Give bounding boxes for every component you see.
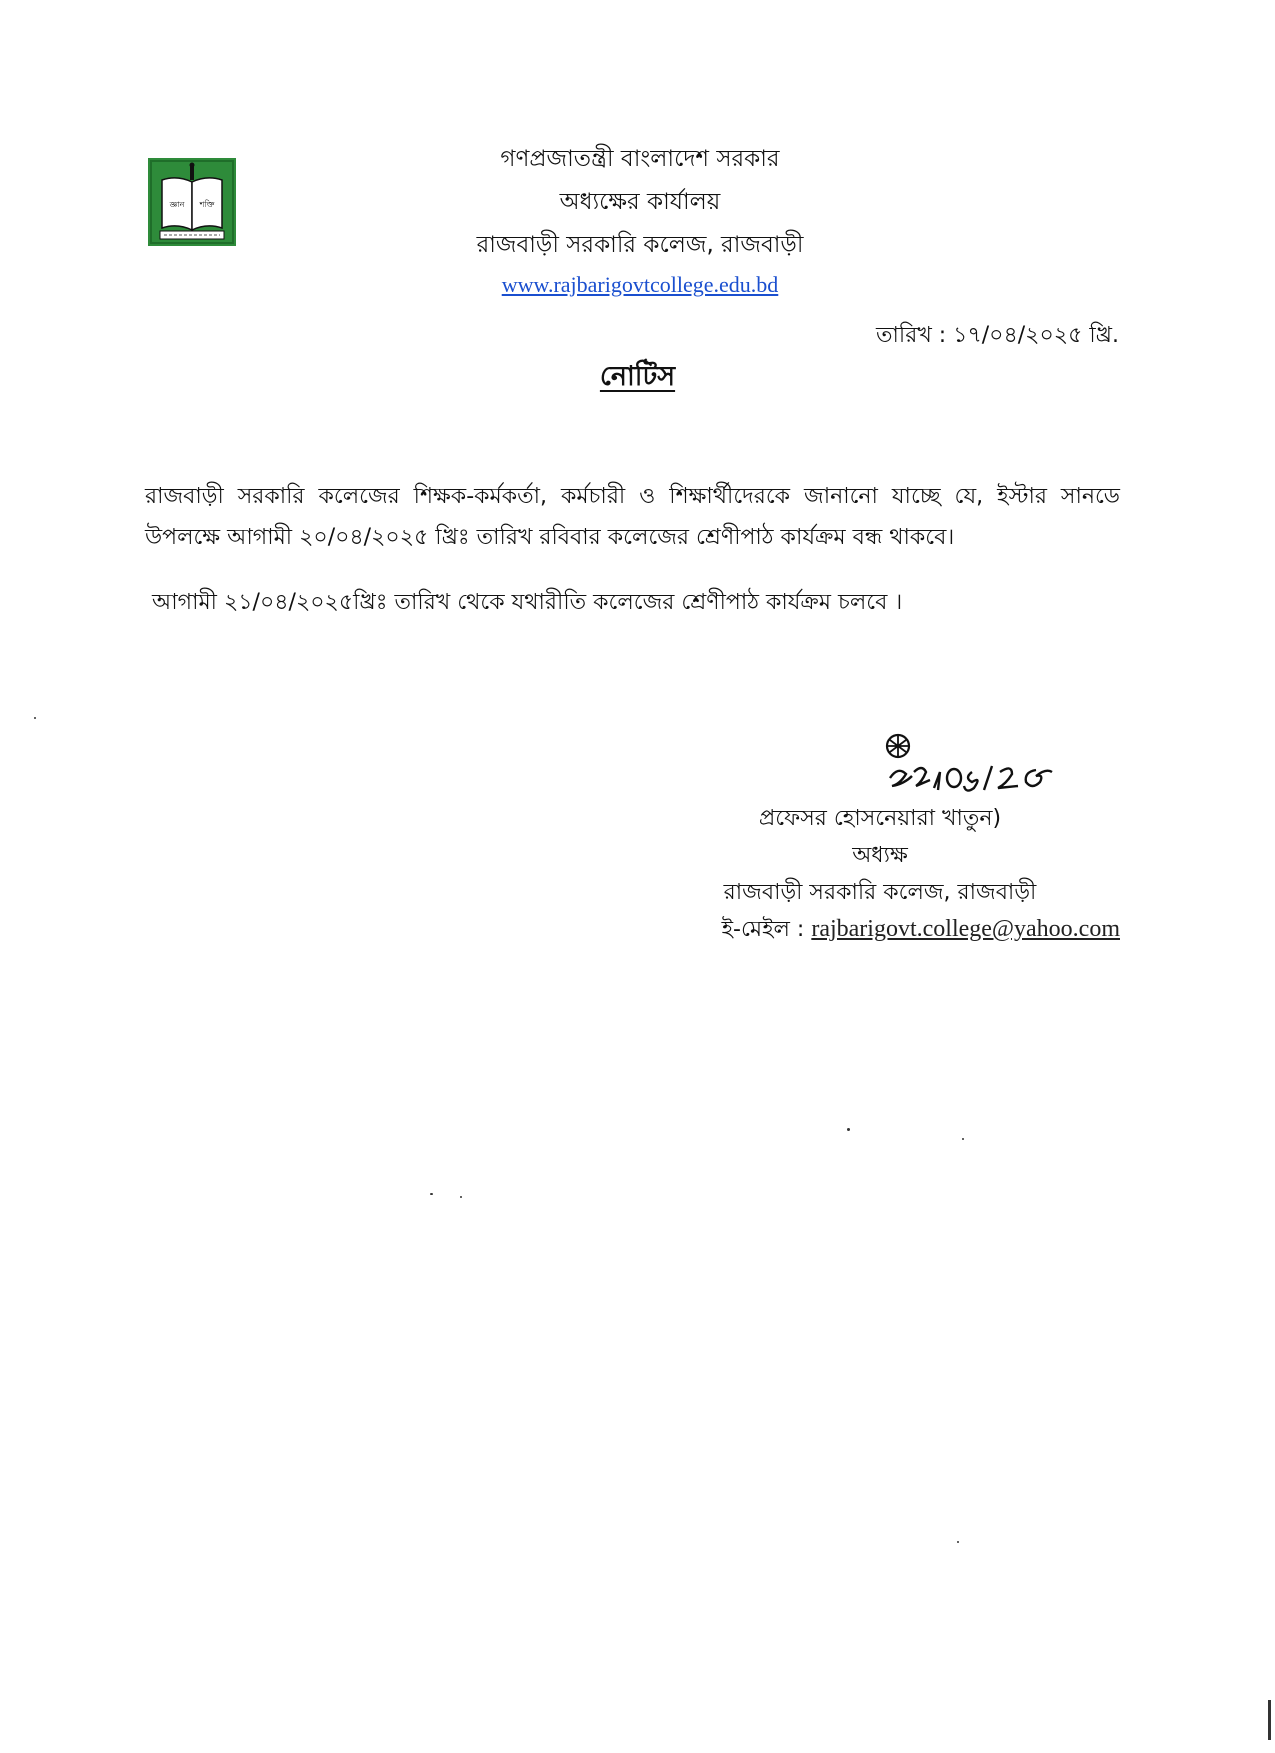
email-link[interactable]: rajbarigovt.college@yahoo.com	[811, 916, 1120, 942]
website-link[interactable]: www.rajbarigovtcollege.edu.bd	[501, 272, 779, 297]
scan-speck	[847, 1128, 850, 1131]
logo-text-left: জ্ঞান	[169, 200, 185, 209]
signatory-block	[660, 800, 1100, 911]
signatory-institution: রাজবাড়ী সরকারি কলেজ, রাজবাড়ী	[723, 880, 1037, 905]
date-label: তারিখ :	[876, 323, 947, 348]
date-value: ১৭/০৪/২০২৫ খ্রি.	[953, 323, 1119, 348]
logo-text-right: শক্তি	[199, 200, 215, 209]
college-logo	[148, 158, 236, 246]
candle-icon	[190, 166, 194, 180]
email-line	[722, 912, 1120, 949]
notice-title	[0, 356, 1275, 401]
notice-paragraph-1: রাজবাড়ী সরকারি কলেজের শিক্ষক-কর্মকর্তা, কর্মচারী ও শিক্ষার্থীদেরকে জানানো যাচ্ছে যে, ইস্টার সানডে উপলক্ষে আগামী ২০/০৪/২০২৫ খ্রিঃ তারিখ রবিবার কলেজের শ্রেণীপাঠ কার্যক্রম বন্ধ থাকবে।	[145, 484, 1120, 550]
letterhead	[390, 138, 890, 303]
scan-edge-mark	[1268, 1700, 1271, 1740]
scan-speck	[430, 1193, 433, 1195]
notice-date	[876, 318, 1119, 355]
government-name: গণপ্রজাতন্ত্রী বাংলাদেশ সরকার	[500, 146, 780, 172]
office-name: অধ্যক্ষের কার্যালয়	[559, 189, 721, 215]
signatory-name: প্রফেসর হোসনেয়ারা খাতুন)	[758, 806, 1002, 831]
scan-speck	[460, 1196, 462, 1198]
notice-title-text: নোটিস	[599, 361, 676, 392]
scan-speck	[962, 1138, 964, 1140]
handwritten-signature	[860, 728, 1090, 810]
scan-speck	[34, 717, 36, 719]
signatory-designation: অধ্যক্ষ	[852, 843, 908, 868]
email-label: ই-মেইল :	[721, 917, 805, 942]
notice-paragraph-2: আগামী ২১/০৪/২০২৫খ্রিঃ তারিখ থেকে যথারীতি কলেজের শ্রেণীপাঠ কার্যক্রম চলবে ।	[152, 590, 903, 615]
scan-speck	[957, 1541, 959, 1543]
college-name: রাজবাড়ী সরকারি কলেজ, রাজবাড়ী	[476, 232, 804, 258]
